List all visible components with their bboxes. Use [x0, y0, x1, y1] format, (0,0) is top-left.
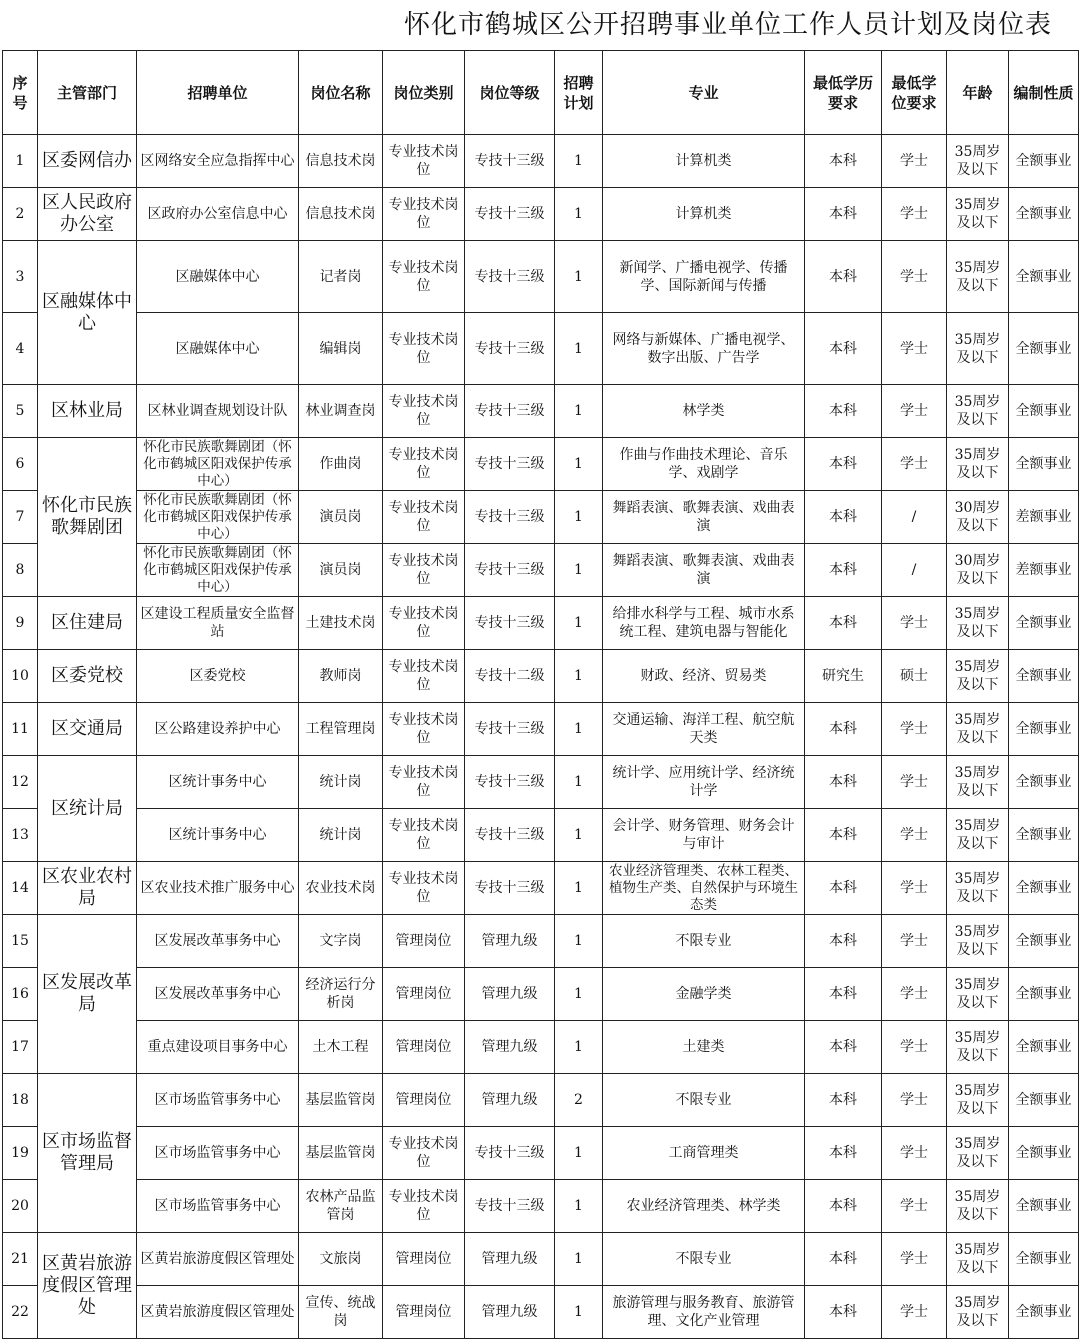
cell-major: 会计学、财务管理、财务会计与审计: [603, 809, 805, 862]
cell-plan: 1: [555, 703, 603, 756]
cell-department: 区交通局: [38, 703, 137, 756]
cell-education: 本科: [805, 809, 882, 862]
cell-plan: 1: [555, 1286, 603, 1339]
cell-plan: 1: [555, 1127, 603, 1180]
cell-unit: 区林业调查规划设计队: [137, 385, 299, 438]
cell-no: 13: [3, 809, 38, 862]
cell-category: 专业技术岗位: [383, 756, 465, 809]
cell-age: 35周岁及以下: [947, 1180, 1009, 1233]
cell-education: 本科: [805, 756, 882, 809]
cell-post: 信息技术岗: [299, 135, 383, 188]
table-row: [3, 915, 1079, 968]
table-row: [3, 756, 1079, 809]
cell-degree: 学士: [882, 188, 947, 241]
cell-education: 本科: [805, 1180, 882, 1233]
cell-age: 35周岁及以下: [947, 968, 1009, 1021]
cell-plan: 1: [555, 491, 603, 544]
cell-no: 17: [3, 1021, 38, 1074]
cell-degree: 学士: [882, 756, 947, 809]
cell-nature: 全额事业: [1009, 241, 1079, 313]
cell-unit: 怀化市民族歌舞剧团（怀化市鹤城区阳戏保护传承中心）: [137, 544, 299, 597]
cell-plan: 1: [555, 385, 603, 438]
header-degree: 最低学位要求: [882, 51, 947, 135]
cell-category: 管理岗位: [383, 1074, 465, 1127]
cell-age: 35周岁及以下: [947, 597, 1009, 650]
cell-nature: 全额事业: [1009, 188, 1079, 241]
cell-degree: 学士: [882, 1286, 947, 1339]
cell-age: 35周岁及以下: [947, 241, 1009, 313]
header-nature: 编制性质: [1009, 51, 1079, 135]
cell-level: 专技十三级: [465, 809, 555, 862]
cell-post: 记者岗: [299, 241, 383, 313]
cell-age: 35周岁及以下: [947, 650, 1009, 703]
cell-nature: 全额事业: [1009, 597, 1079, 650]
cell-no: 1: [3, 135, 38, 188]
cell-level: 专技十二级: [465, 650, 555, 703]
cell-age: 35周岁及以下: [947, 703, 1009, 756]
cell-major: 交通运输、海洋工程、航空航天类: [603, 703, 805, 756]
cell-level: 专技十三级: [465, 862, 555, 915]
cell-category: 专业技术岗位: [383, 597, 465, 650]
cell-unit: 区融媒体中心: [137, 241, 299, 313]
cell-nature: 全额事业: [1009, 1180, 1079, 1233]
table-row: [3, 135, 1079, 188]
cell-unit: 怀化市民族歌舞剧团（怀化市鹤城区阳戏保护传承中心）: [137, 491, 299, 544]
cell-degree: 学士: [882, 135, 947, 188]
cell-education: 本科: [805, 385, 882, 438]
cell-plan: 1: [555, 241, 603, 313]
cell-major: 给排水科学与工程、城市水系统工程、建筑电器与智能化: [603, 597, 805, 650]
cell-unit: 区市场监管事务中心: [137, 1180, 299, 1233]
table-row: [3, 809, 1079, 862]
cell-education: 本科: [805, 968, 882, 1021]
cell-degree: 硕士: [882, 650, 947, 703]
cell-major: 作曲与作曲技术理论、音乐学、戏剧学: [603, 438, 805, 491]
cell-education: 本科: [805, 915, 882, 968]
cell-category: 管理岗位: [383, 1286, 465, 1339]
cell-education: 本科: [805, 313, 882, 385]
cell-post: 文旅岗: [299, 1233, 383, 1286]
page-title: 怀化市鹤城区公开招聘事业单位工作人员计划及岗位表: [403, 10, 1052, 40]
header-age: 年龄: [947, 51, 1009, 135]
cell-education: 本科: [805, 703, 882, 756]
cell-post: 土建技术岗: [299, 597, 383, 650]
table-row: [3, 650, 1079, 703]
cell-nature: 全额事业: [1009, 1233, 1079, 1286]
cell-plan: 1: [555, 968, 603, 1021]
cell-unit: 区农业技术推广服务中心: [137, 862, 299, 915]
cell-level: 管理九级: [465, 968, 555, 1021]
cell-no: 15: [3, 915, 38, 968]
cell-no: 10: [3, 650, 38, 703]
cell-category: 管理岗位: [383, 915, 465, 968]
table-row: [3, 491, 1079, 544]
cell-age: 35周岁及以下: [947, 1127, 1009, 1180]
cell-level: 专技十三级: [465, 1180, 555, 1233]
cell-major: 舞蹈表演、歌舞表演、戏曲表演: [603, 544, 805, 597]
cell-education: 本科: [805, 1127, 882, 1180]
cell-education: 本科: [805, 491, 882, 544]
cell-category: 专业技术岗位: [383, 809, 465, 862]
cell-no: 12: [3, 756, 38, 809]
cell-level: 专技十三级: [465, 438, 555, 491]
cell-category: 管理岗位: [383, 968, 465, 1021]
cell-no: 11: [3, 703, 38, 756]
cell-unit: 区委党校: [137, 650, 299, 703]
cell-no: 20: [3, 1180, 38, 1233]
cell-plan: 1: [555, 188, 603, 241]
cell-department: 区委党校: [38, 650, 137, 703]
cell-unit: 区建设工程质量安全监督站: [137, 597, 299, 650]
cell-nature: 全额事业: [1009, 809, 1079, 862]
cell-education: 本科: [805, 438, 882, 491]
cell-department: 怀化市民族歌舞剧团: [38, 438, 137, 597]
cell-no: 2: [3, 188, 38, 241]
cell-no: 22: [3, 1286, 38, 1339]
cell-major: 统计学、应用统计学、经济统计学: [603, 756, 805, 809]
header-plan: 招聘计划: [555, 51, 603, 135]
cell-post: 林业调查岗: [299, 385, 383, 438]
cell-category: 专业技术岗位: [383, 241, 465, 313]
cell-degree: /: [882, 544, 947, 597]
cell-level: 专技十三级: [465, 1127, 555, 1180]
cell-plan: 1: [555, 1180, 603, 1233]
cell-age: 35周岁及以下: [947, 313, 1009, 385]
cell-age: 30周岁及以下: [947, 544, 1009, 597]
cell-plan: 1: [555, 438, 603, 491]
cell-no: 19: [3, 1127, 38, 1180]
cell-category: 专业技术岗位: [383, 385, 465, 438]
table-row: [3, 862, 1079, 915]
cell-level: 管理九级: [465, 915, 555, 968]
header-unit: 招聘单位: [137, 51, 299, 135]
cell-degree: 学士: [882, 1074, 947, 1127]
cell-post: 演员岗: [299, 491, 383, 544]
cell-education: 本科: [805, 188, 882, 241]
cell-department: 区农业农村局: [38, 862, 137, 915]
cell-major: 不限专业: [603, 915, 805, 968]
cell-nature: 全额事业: [1009, 135, 1079, 188]
cell-major: 不限专业: [603, 1233, 805, 1286]
cell-nature: 全额事业: [1009, 1286, 1079, 1339]
cell-plan: 1: [555, 756, 603, 809]
cell-category: 专业技术岗位: [383, 544, 465, 597]
cell-level: 管理九级: [465, 1233, 555, 1286]
cell-major: 工商管理类: [603, 1127, 805, 1180]
cell-education: 本科: [805, 135, 882, 188]
cell-degree: 学士: [882, 809, 947, 862]
cell-level: 专技十三级: [465, 313, 555, 385]
header-category: 岗位类别: [383, 51, 465, 135]
cell-category: 管理岗位: [383, 1233, 465, 1286]
cell-degree: /: [882, 491, 947, 544]
cell-plan: 1: [555, 862, 603, 915]
cell-post: 农业技术岗: [299, 862, 383, 915]
cell-age: 30周岁及以下: [947, 491, 1009, 544]
table-row: [3, 188, 1079, 241]
cell-category: 专业技术岗位: [383, 438, 465, 491]
cell-degree: 学士: [882, 968, 947, 1021]
cell-degree: 学士: [882, 385, 947, 438]
cell-plan: 1: [555, 1233, 603, 1286]
cell-department: 区住建局: [38, 597, 137, 650]
cell-plan: 1: [555, 597, 603, 650]
cell-post: 统计岗: [299, 809, 383, 862]
cell-education: 本科: [805, 597, 882, 650]
cell-level: 专技十三级: [465, 188, 555, 241]
cell-education: 本科: [805, 862, 882, 915]
cell-department: 区黄岩旅游度假区管理处: [38, 1233, 137, 1339]
cell-plan: 1: [555, 1021, 603, 1074]
cell-nature: 全额事业: [1009, 313, 1079, 385]
cell-unit: 区发展改革事务中心: [137, 968, 299, 1021]
cell-no: 6: [3, 438, 38, 491]
cell-plan: 1: [555, 809, 603, 862]
cell-age: 35周岁及以下: [947, 1074, 1009, 1127]
cell-no: 7: [3, 491, 38, 544]
cell-department: 区融媒体中心: [38, 241, 137, 385]
cell-level: 专技十三级: [465, 703, 555, 756]
cell-major: 旅游管理与服务教育、旅游管理、文化产业管理: [603, 1286, 805, 1339]
cell-unit: 区市场监管事务中心: [137, 1127, 299, 1180]
cell-department: 区统计局: [38, 756, 137, 862]
cell-age: 35周岁及以下: [947, 385, 1009, 438]
cell-nature: 全额事业: [1009, 1021, 1079, 1074]
cell-major: 计算机类: [603, 188, 805, 241]
cell-level: 专技十三级: [465, 544, 555, 597]
cell-no: 3: [3, 241, 38, 313]
cell-unit: 区市场监管事务中心: [137, 1074, 299, 1127]
cell-education: 本科: [805, 241, 882, 313]
cell-post: 信息技术岗: [299, 188, 383, 241]
cell-major: 不限专业: [603, 1074, 805, 1127]
recruitment-table: [2, 50, 1079, 1339]
cell-age: 35周岁及以下: [947, 756, 1009, 809]
cell-education: 本科: [805, 1074, 882, 1127]
cell-level: 专技十三级: [465, 597, 555, 650]
cell-degree: 学士: [882, 703, 947, 756]
cell-education: 研究生: [805, 650, 882, 703]
header-no: 序号: [3, 51, 38, 135]
cell-level: 专技十三级: [465, 385, 555, 438]
cell-nature: 全额事业: [1009, 756, 1079, 809]
cell-no: 18: [3, 1074, 38, 1127]
cell-unit: 区黄岩旅游度假区管理处: [137, 1286, 299, 1339]
cell-degree: 学士: [882, 438, 947, 491]
cell-plan: 1: [555, 135, 603, 188]
cell-nature: 全额事业: [1009, 968, 1079, 1021]
cell-major: 农业经济管理类、农林工程类、植物生产类、自然保护与环境生态类: [603, 862, 805, 915]
table-row: [3, 1021, 1079, 1074]
cell-age: 35周岁及以下: [947, 135, 1009, 188]
cell-no: 9: [3, 597, 38, 650]
cell-no: 5: [3, 385, 38, 438]
cell-major: 舞蹈表演、歌舞表演、戏曲表演: [603, 491, 805, 544]
cell-major: 林学类: [603, 385, 805, 438]
cell-department: 区林业局: [38, 385, 137, 438]
table-row: [3, 703, 1079, 756]
cell-age: 35周岁及以下: [947, 862, 1009, 915]
cell-plan: 1: [555, 313, 603, 385]
cell-no: 4: [3, 313, 38, 385]
cell-department: 区市场监督管理局: [38, 1074, 137, 1233]
table-row: [3, 1286, 1079, 1339]
cell-major: 新闻学、广播电视学、传播学、国际新闻与传播: [603, 241, 805, 313]
cell-unit: 区统计事务中心: [137, 809, 299, 862]
cell-degree: 学士: [882, 1233, 947, 1286]
cell-category: 专业技术岗位: [383, 491, 465, 544]
cell-nature: 差额事业: [1009, 491, 1079, 544]
table-row: [3, 968, 1079, 1021]
cell-category: 专业技术岗位: [383, 1127, 465, 1180]
cell-post: 基层监管岗: [299, 1074, 383, 1127]
cell-degree: 学士: [882, 241, 947, 313]
cell-unit: 区网络安全应急指挥中心: [137, 135, 299, 188]
cell-nature: 全额事业: [1009, 703, 1079, 756]
cell-category: 专业技术岗位: [383, 313, 465, 385]
cell-level: 专技十三级: [465, 241, 555, 313]
table-row: [3, 241, 1079, 313]
cell-degree: 学士: [882, 862, 947, 915]
cell-age: 35周岁及以下: [947, 915, 1009, 968]
cell-plan: 1: [555, 915, 603, 968]
cell-no: 8: [3, 544, 38, 597]
cell-unit: 区黄岩旅游度假区管理处: [137, 1233, 299, 1286]
cell-category: 专业技术岗位: [383, 862, 465, 915]
cell-category: 专业技术岗位: [383, 1180, 465, 1233]
cell-age: 35周岁及以下: [947, 1021, 1009, 1074]
cell-major: 财政、经济、贸易类: [603, 650, 805, 703]
cell-post: 编辑岗: [299, 313, 383, 385]
table-row: [3, 438, 1079, 491]
cell-category: 专业技术岗位: [383, 703, 465, 756]
cell-category: 专业技术岗位: [383, 135, 465, 188]
cell-nature: 全额事业: [1009, 915, 1079, 968]
cell-nature: 全额事业: [1009, 650, 1079, 703]
cell-unit: 怀化市民族歌舞剧团（怀化市鹤城区阳戏保护传承中心）: [137, 438, 299, 491]
cell-nature: 差额事业: [1009, 544, 1079, 597]
cell-age: 35周岁及以下: [947, 438, 1009, 491]
cell-department: 区委网信办: [38, 135, 137, 188]
cell-level: 专技十三级: [465, 491, 555, 544]
cell-plan: 2: [555, 1074, 603, 1127]
cell-degree: 学士: [882, 1180, 947, 1233]
cell-education: 本科: [805, 544, 882, 597]
cell-plan: 1: [555, 544, 603, 597]
cell-major: 土建类: [603, 1021, 805, 1074]
header-post: 岗位名称: [299, 51, 383, 135]
cell-degree: 学士: [882, 1127, 947, 1180]
table-row: [3, 313, 1079, 385]
cell-post: 土木工程: [299, 1021, 383, 1074]
cell-no: 21: [3, 1233, 38, 1286]
cell-education: 本科: [805, 1021, 882, 1074]
cell-plan: 1: [555, 650, 603, 703]
cell-major: 农业经济管理类、林学类: [603, 1180, 805, 1233]
header-level: 岗位等级: [465, 51, 555, 135]
cell-major: 金融学类: [603, 968, 805, 1021]
cell-unit: 区公路建设养护中心: [137, 703, 299, 756]
header-education: 最低学历要求: [805, 51, 882, 135]
cell-degree: 学士: [882, 915, 947, 968]
cell-post: 演员岗: [299, 544, 383, 597]
cell-degree: 学士: [882, 597, 947, 650]
cell-category: 管理岗位: [383, 1021, 465, 1074]
cell-unit: 区政府办公室信息中心: [137, 188, 299, 241]
cell-major: 网络与新媒体、广播电视学、数字出版、广告学: [603, 313, 805, 385]
table-row: [3, 1233, 1079, 1286]
header-major: 专业: [603, 51, 805, 135]
cell-department: 区人民政府办公室: [38, 188, 137, 241]
cell-age: 35周岁及以下: [947, 1233, 1009, 1286]
cell-unit: 区发展改革事务中心: [137, 915, 299, 968]
cell-post: 文字岗: [299, 915, 383, 968]
header-row: [3, 51, 1079, 135]
cell-age: 35周岁及以下: [947, 188, 1009, 241]
cell-no: 14: [3, 862, 38, 915]
cell-level: 管理九级: [465, 1074, 555, 1127]
table-row: [3, 385, 1079, 438]
cell-post: 宣传、统战岗: [299, 1286, 383, 1339]
cell-age: 35周岁及以下: [947, 1286, 1009, 1339]
cell-nature: 全额事业: [1009, 862, 1079, 915]
cell-category: 专业技术岗位: [383, 650, 465, 703]
cell-department: 区发展改革局: [38, 915, 137, 1074]
cell-no: 16: [3, 968, 38, 1021]
cell-education: 本科: [805, 1286, 882, 1339]
table-row: [3, 1127, 1079, 1180]
cell-unit: 区统计事务中心: [137, 756, 299, 809]
cell-degree: 学士: [882, 313, 947, 385]
cell-nature: 全额事业: [1009, 1074, 1079, 1127]
cell-level: 管理九级: [465, 1286, 555, 1339]
cell-category: 专业技术岗位: [383, 188, 465, 241]
cell-degree: 学士: [882, 1021, 947, 1074]
cell-level: 管理九级: [465, 1021, 555, 1074]
table-row: [3, 1074, 1079, 1127]
cell-unit: 区融媒体中心: [137, 313, 299, 385]
cell-unit: 重点建设项目事务中心: [137, 1021, 299, 1074]
table-row: [3, 597, 1079, 650]
cell-post: 经济运行分析岗: [299, 968, 383, 1021]
cell-level: 专技十三级: [465, 135, 555, 188]
cell-post: 基层监管岗: [299, 1127, 383, 1180]
cell-major: 计算机类: [603, 135, 805, 188]
cell-nature: 全额事业: [1009, 438, 1079, 491]
cell-post: 作曲岗: [299, 438, 383, 491]
cell-education: 本科: [805, 1233, 882, 1286]
header-department: 主管部门: [38, 51, 137, 135]
cell-post: 统计岗: [299, 756, 383, 809]
cell-post: 工程管理岗: [299, 703, 383, 756]
table-row: [3, 544, 1079, 597]
cell-nature: 全额事业: [1009, 1127, 1079, 1180]
cell-nature: 全额事业: [1009, 385, 1079, 438]
table-row: [3, 1180, 1079, 1233]
cell-age: 35周岁及以下: [947, 809, 1009, 862]
cell-post: 教师岗: [299, 650, 383, 703]
cell-level: 专技十三级: [465, 756, 555, 809]
cell-post: 农林产品监管岗: [299, 1180, 383, 1233]
